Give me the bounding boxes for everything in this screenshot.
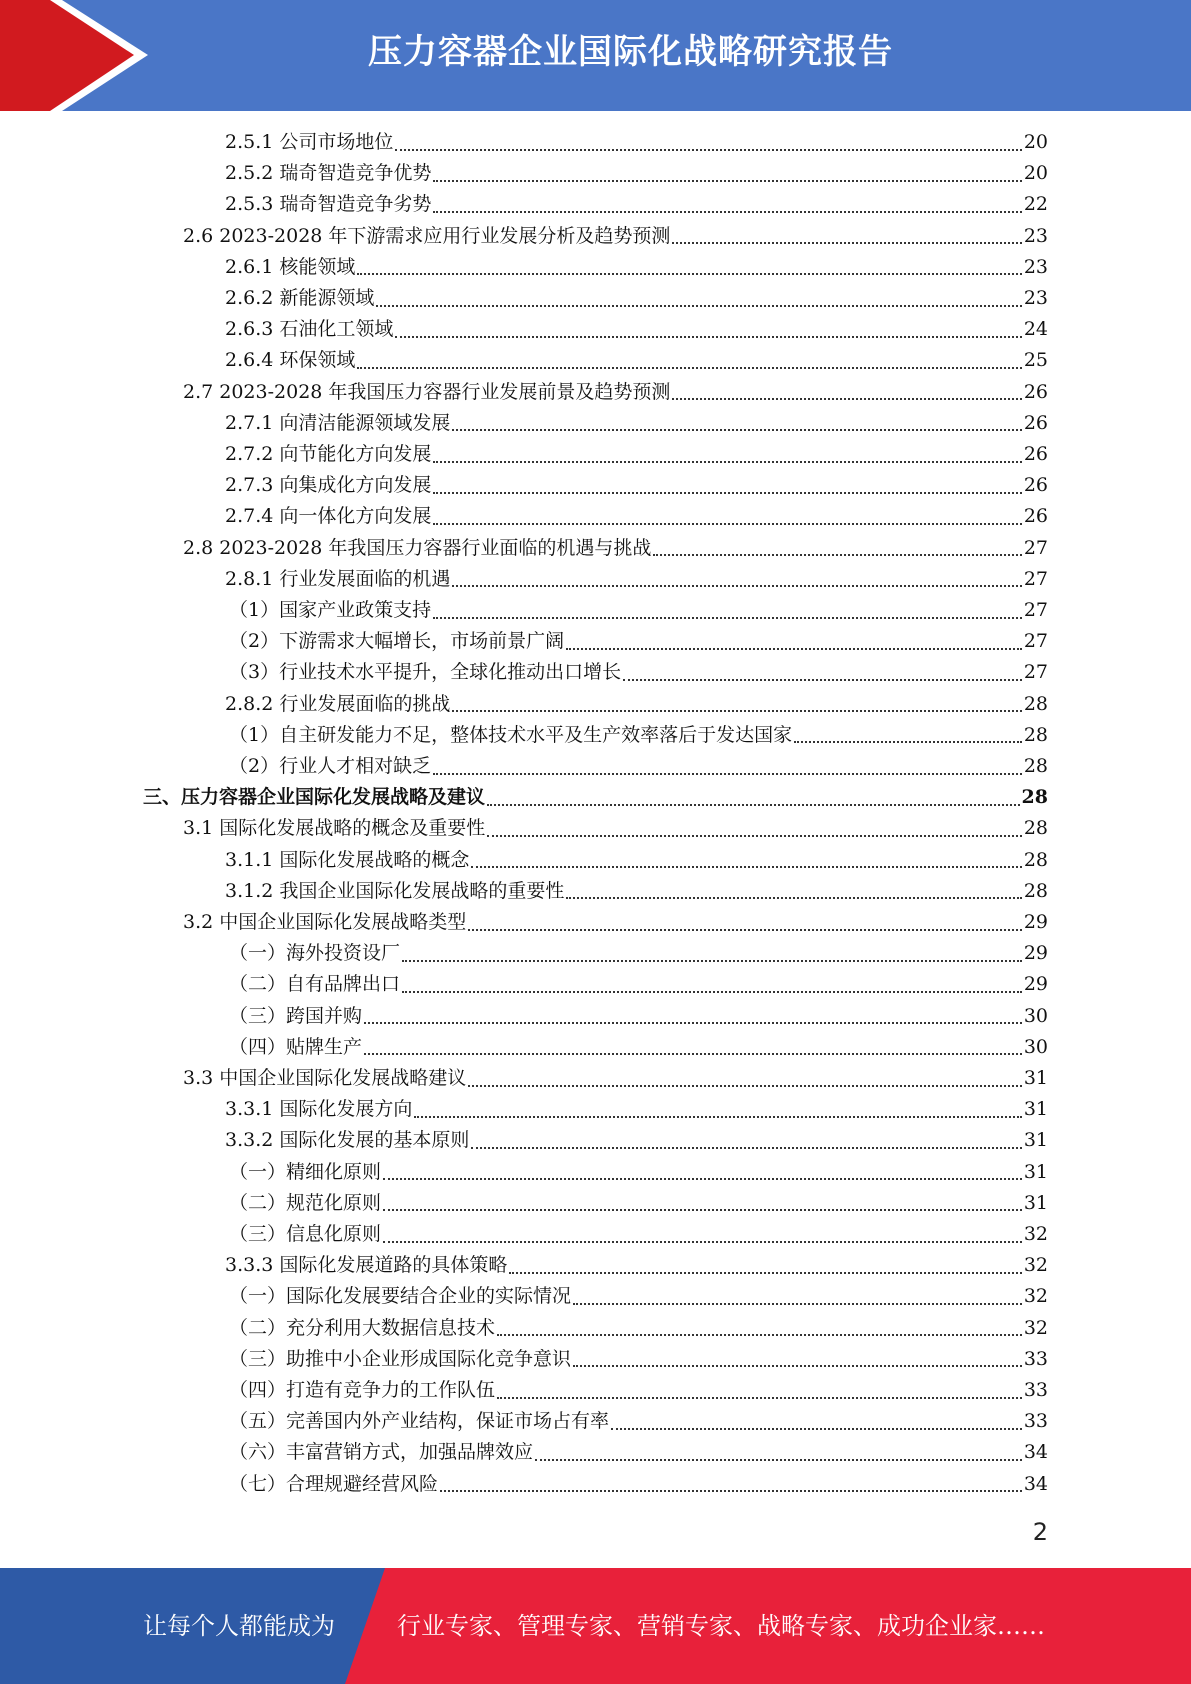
- toc-entry-page: 31: [1023, 1191, 1048, 1214]
- toc-leader-dots: [611, 1428, 1022, 1430]
- toc-entry[interactable]: [229, 1001, 1048, 1032]
- toc-entry[interactable]: [225, 876, 1048, 907]
- toc-leader-dots: [433, 461, 1021, 463]
- toc-leader-dots: [672, 398, 1021, 400]
- toc-entry-title: （二）充分利用大数据信息技术: [229, 1316, 496, 1339]
- toc-entry-page: 27: [1023, 567, 1048, 590]
- toc-entry-title: 2.8.1 行业发展面临的机遇: [225, 567, 451, 590]
- toc-entry[interactable]: [229, 657, 1048, 688]
- toc-entry[interactable]: [229, 1281, 1048, 1312]
- toc-entry[interactable]: [225, 689, 1048, 720]
- toc-entry-title: 3.3.3 国际化发展道路的具体策略: [225, 1254, 508, 1277]
- toc-entry-title: 3.1 国际化发展战略的概念及重要性: [183, 817, 486, 840]
- toc-entry[interactable]: [225, 314, 1048, 345]
- toc-leader-dots: [468, 929, 1022, 931]
- toc-entry-title: 2.7 2023-2028 年我国压力容器行业发展前景及趋势预测: [183, 380, 671, 403]
- toc-entry-title: （二）自有品牌出口: [229, 973, 401, 996]
- toc-leader-dots: [672, 242, 1021, 244]
- toc-entry-page: 32: [1023, 1223, 1048, 1245]
- toc-entry-page: 31: [1023, 1129, 1048, 1152]
- toc-entry-title: 2.5.1 公司市场地位: [225, 131, 394, 153]
- toc-entry[interactable]: [225, 408, 1048, 439]
- toc-entry[interactable]: [229, 1219, 1048, 1250]
- toc-leader-dots: [376, 305, 1021, 307]
- toc-leader-dots: [433, 773, 1022, 775]
- toc-entry-page: 28: [1023, 755, 1048, 777]
- toc-entry-title: 2.7.4 向一体化方向发展: [225, 505, 432, 528]
- toc-entry-title: （七）合理规避经营风险: [229, 1472, 439, 1495]
- toc-entry-title: 2.6 2023-2028 年下游需求应用行业发展分析及趋势预测: [183, 224, 671, 247]
- page-header: [0, 0, 1191, 111]
- toc-entry-title: （一）海外投资设厂: [229, 942, 401, 965]
- toc-entry[interactable]: [229, 751, 1048, 782]
- toc-leader-dots: [497, 1334, 1022, 1336]
- toc-leader-dots: [794, 741, 1022, 743]
- toc-entry[interactable]: [225, 252, 1048, 283]
- toc-entry[interactable]: [225, 564, 1048, 595]
- toc-entry[interactable]: [229, 1375, 1048, 1406]
- toc-leader-dots: [433, 180, 1021, 182]
- toc-entry-title: （三）信息化原则: [229, 1223, 382, 1245]
- toc-leader-dots: [383, 1178, 1022, 1180]
- toc-entry[interactable]: [225, 470, 1048, 501]
- toc-leader-dots: [433, 211, 1021, 213]
- toc-entry-page: 31: [1023, 1160, 1048, 1183]
- toc-leader-dots: [535, 1459, 1022, 1461]
- toc-entry-page: 28: [1023, 692, 1048, 715]
- toc-leader-dots: [497, 1397, 1022, 1399]
- toc-entry-page: 22: [1023, 193, 1048, 216]
- toc-entry-page: 33: [1023, 1379, 1048, 1401]
- toc-leader-dots: [566, 897, 1021, 899]
- toc-entry[interactable]: [225, 501, 1048, 532]
- toc-entry[interactable]: [225, 189, 1048, 220]
- toc-leader-dots: [402, 991, 1022, 993]
- toc-leader-dots: [573, 1365, 1022, 1367]
- toc-entry-page: 32: [1023, 1254, 1048, 1277]
- toc-entry[interactable]: [225, 1094, 1048, 1125]
- toc-entry-title: 2.5.3 瑞奇智造竞争劣势: [225, 193, 432, 216]
- toc-entry-title: 3.3.2 国际化发展的基本原则: [225, 1129, 470, 1152]
- toc-entry[interactable]: [225, 1125, 1048, 1156]
- toc-entry-title: （3）行业技术水平提升，全球化推动出口增长: [229, 661, 622, 684]
- toc-entry-page: 34: [1023, 1441, 1048, 1464]
- toc-entry[interactable]: [225, 158, 1048, 189]
- toc-entry-title: 2.6.3 石油化工领域: [225, 318, 394, 341]
- toc-entry-title: （1）国家产业政策支持: [229, 599, 432, 621]
- toc-entry-page: 28: [1023, 723, 1048, 746]
- toc-entry-title: 2.7.1 向清洁能源领域发展: [225, 411, 451, 434]
- toc-entry[interactable]: [229, 1313, 1048, 1344]
- toc-entry-title: 2.6.4 环保领域: [225, 349, 356, 372]
- footer-slogan-right: 行业专家、管理专家、营销专家、战略专家、成功企业家……: [397, 1612, 1045, 1640]
- toc-entry[interactable]: [229, 1032, 1048, 1063]
- toc-leader-dots: [395, 336, 1021, 338]
- toc-entry-page: 20: [1023, 131, 1048, 153]
- toc-entry-title: 2.8 2023-2028 年我国压力容器行业面临的机遇与挑战: [183, 536, 652, 559]
- toc-entry-page: 28: [1023, 848, 1048, 871]
- toc-entry-title: 3.1.2 我国企业国际化发展战略的重要性: [225, 879, 565, 902]
- toc-entry-page: 23: [1023, 255, 1048, 278]
- toc-leader-dots: [471, 1147, 1021, 1149]
- toc-leader-dots: [357, 273, 1021, 275]
- toc-entry-title: （2）行业人才相对缺乏: [229, 755, 432, 777]
- toc-entry[interactable]: [183, 813, 1048, 844]
- toc-entry-page: 23: [1023, 287, 1048, 309]
- toc-leader-dots: [468, 1085, 1022, 1087]
- toc-entry-page: 33: [1023, 1410, 1048, 1433]
- toc-entry[interactable]: [183, 907, 1048, 938]
- toc-leader-dots: [452, 429, 1021, 431]
- toc-leader-dots: [402, 960, 1022, 962]
- toc-leader-dots: [573, 1303, 1022, 1305]
- toc-entry[interactable]: [229, 720, 1048, 751]
- toc-entry[interactable]: [229, 938, 1048, 969]
- toc-entry[interactable]: [183, 377, 1048, 408]
- toc-entry-page: 26: [1023, 505, 1048, 528]
- toc-entry-title: 三、压力容器企业国际化发展战略及建议: [143, 786, 486, 809]
- toc-entry-page: 31: [1023, 1067, 1048, 1089]
- toc-entry-title: 3.3.1 国际化发展方向: [225, 1098, 413, 1121]
- toc-entry[interactable]: [225, 845, 1048, 876]
- page-number: 2: [1032, 1518, 1048, 1546]
- toc-leader-dots: [653, 554, 1021, 556]
- toc-entry-title: （2）下游需求大幅增长，市场前景广阔: [229, 630, 565, 653]
- toc-entry[interactable]: [229, 595, 1048, 626]
- toc-entry-page: 30: [1023, 1004, 1048, 1027]
- toc-entry-page: 27: [1023, 536, 1048, 559]
- toc-entry-title: （五）完善国内外产业结构，保证市场占有率: [229, 1410, 610, 1433]
- toc-entry-page: 34: [1023, 1472, 1048, 1495]
- toc-entry-page: 26: [1023, 443, 1048, 465]
- toc-entry-page: 31: [1023, 1098, 1048, 1121]
- toc-entry[interactable]: [229, 969, 1048, 1000]
- toc-entry[interactable]: [225, 345, 1048, 376]
- toc-leader-dots: [487, 804, 1020, 806]
- toc-entry-page: 30: [1023, 1035, 1048, 1058]
- toc-entry-page: 20: [1023, 162, 1048, 185]
- toc-leader-dots: [433, 617, 1022, 619]
- toc-entry-page: 33: [1023, 1347, 1048, 1370]
- toc-entry[interactable]: [225, 283, 1048, 314]
- toc-entry[interactable]: [229, 1157, 1048, 1188]
- toc-entry-title: 2.6.2 新能源领域: [225, 287, 375, 309]
- toc-entry-page: 29: [1023, 911, 1048, 933]
- toc-entry-page: 26: [1023, 380, 1048, 403]
- toc-leader-dots: [433, 523, 1021, 525]
- toc-leader-dots: [471, 866, 1021, 868]
- toc-entry[interactable]: [225, 439, 1048, 470]
- toc-leader-dots: [395, 149, 1021, 151]
- toc-entry-title: 2.7.3 向集成化方向发展: [225, 474, 432, 497]
- toc-leader-dots: [364, 1053, 1022, 1055]
- toc-entry-page: 29: [1023, 973, 1048, 996]
- toc-entry-page: 26: [1023, 411, 1048, 434]
- toc-entry-title: （一）精细化原则: [229, 1160, 382, 1183]
- toc-entry-page: 28: [1023, 879, 1048, 902]
- report-title: 压力容器企业国际化战略研究报告: [368, 32, 893, 72]
- toc-entry[interactable]: [229, 626, 1048, 657]
- toc-leader-dots: [383, 1209, 1022, 1211]
- toc-entry-page: 32: [1023, 1316, 1048, 1339]
- toc-entry[interactable]: [143, 782, 1048, 813]
- toc-entry[interactable]: [225, 127, 1048, 158]
- toc-entry[interactable]: [229, 1406, 1048, 1437]
- toc-entry[interactable]: [225, 1250, 1048, 1281]
- toc-leader-dots: [357, 367, 1021, 369]
- toc-entry-page: 24: [1023, 318, 1048, 341]
- toc-entry-title: （四）打造有竞争力的工作队伍: [229, 1379, 496, 1401]
- toc-leader-dots: [452, 710, 1021, 712]
- toc-leader-dots: [487, 835, 1022, 837]
- toc-entry-title: （三）助推中小企业形成国际化竞争意识: [229, 1347, 572, 1370]
- toc-leader-dots: [433, 492, 1021, 494]
- toc-entry-title: 2.7.2 向节能化方向发展: [225, 443, 432, 465]
- toc-entry-title: 2.8.2 行业发展面临的挑战: [225, 692, 451, 715]
- toc-entry[interactable]: [229, 1188, 1048, 1219]
- toc-entry-title: （六）丰富营销方式，加强品牌效应: [229, 1441, 534, 1464]
- toc-entry-page: 26: [1023, 474, 1048, 497]
- page-footer: [0, 1568, 1191, 1684]
- toc-entry-title: 2.5.2 瑞奇智造竞争优势: [225, 162, 432, 185]
- toc-entry-title: 2.6.1 核能领域: [225, 255, 356, 278]
- toc-entry-page: 32: [1023, 1285, 1048, 1308]
- toc-entry-title: 3.1.1 国际化发展战略的概念: [225, 848, 470, 871]
- toc-entry[interactable]: [183, 221, 1048, 252]
- toc-entry[interactable]: [183, 533, 1048, 564]
- toc-entry-title: （二）规范化原则: [229, 1191, 382, 1214]
- toc-entry-page: 23: [1023, 224, 1048, 247]
- toc-entry-title: 3.3 中国企业国际化发展战略建议: [183, 1067, 467, 1089]
- toc-entry[interactable]: [183, 1063, 1048, 1094]
- toc-entry-page: 27: [1023, 599, 1048, 621]
- toc-entry-title: 3.2 中国企业国际化发展战略类型: [183, 911, 467, 933]
- toc-entry-page: 28: [1023, 817, 1048, 840]
- footer-slogan-left: 让每个人都能成为: [143, 1612, 335, 1640]
- toc-leader-dots: [414, 1116, 1021, 1118]
- toc-leader-dots: [383, 1241, 1022, 1243]
- toc-leader-dots: [509, 1272, 1021, 1274]
- toc-entry-title: （四）贴牌生产: [229, 1035, 363, 1058]
- toc-entry[interactable]: [229, 1469, 1048, 1500]
- toc-leader-dots: [364, 1022, 1022, 1024]
- toc-entry-page: 25: [1023, 349, 1048, 372]
- toc-entry[interactable]: [229, 1344, 1048, 1375]
- toc-entry-title: （一）国际化发展要结合企业的实际情况: [229, 1285, 572, 1308]
- toc-leader-dots: [440, 1490, 1022, 1492]
- toc-entry-page: 27: [1023, 630, 1048, 653]
- toc-entry[interactable]: [229, 1437, 1048, 1468]
- toc-entry-page: 28: [1021, 786, 1048, 809]
- toc-leader-dots: [623, 679, 1022, 681]
- toc-entry-page: 29: [1023, 942, 1048, 965]
- toc-entry-title: （三）跨国并购: [229, 1004, 363, 1027]
- toc-leader-dots: [452, 585, 1021, 587]
- toc-entry-title: （1）自主研发能力不足，整体技术水平及生产效率落后于发达国家: [229, 723, 793, 746]
- toc-leader-dots: [566, 648, 1022, 650]
- toc-entry-page: 27: [1023, 661, 1048, 684]
